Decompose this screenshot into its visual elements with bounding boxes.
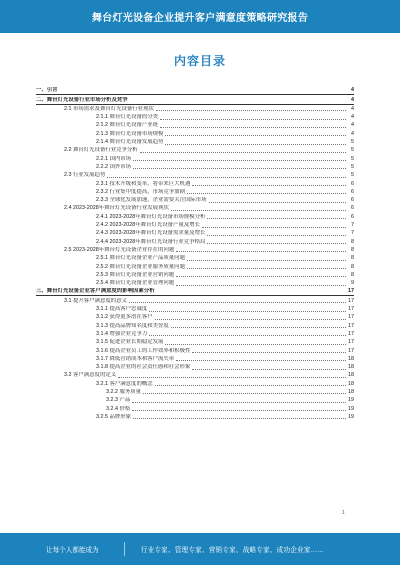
footer-banner — [0, 533, 400, 565]
toc-entry-page: 19 — [348, 405, 354, 412]
toc-entry[interactable] — [36, 404, 354, 412]
toc-entry-label: 2.4.2 2023-2028年舞台灯光设备产量及增长 — [96, 222, 200, 229]
toc-entry[interactable] — [36, 313, 354, 321]
toc-entry-label: 2.4 2023-2028年舞台灯光设备行业发展现状 — [64, 205, 169, 212]
toc-entry-label: 2.1.1 舞台灯光设备的分类 — [96, 114, 159, 121]
toc-entry-page: 18 — [348, 364, 354, 371]
toc-entry-page: 19 — [348, 397, 354, 404]
toc-entry-label: 3.1.4 增强企业竞争力 — [96, 330, 148, 337]
toc-entry[interactable] — [36, 212, 354, 220]
toc-entry[interactable] — [36, 229, 354, 237]
toc-entry-page: 17 — [348, 330, 354, 337]
toc-entry-page: 19 — [348, 413, 354, 420]
toc-entry-label: 2.2.2 国外市场 — [96, 163, 132, 170]
toc-entry[interactable] — [36, 188, 354, 196]
toc-entry[interactable] — [36, 163, 354, 171]
toc-entry[interactable] — [36, 338, 354, 346]
toc-leader-dots — [149, 335, 346, 336]
toc-entry[interactable] — [36, 296, 354, 304]
toc-entry-label: 3.1.2 获得更多潜在客户 — [96, 314, 153, 321]
toc-entry-label: 2.1 市场需求及舞台灯光设备行业现状 — [64, 105, 154, 112]
toc-entry-page: 18 — [348, 372, 354, 379]
toc-entry[interactable] — [36, 138, 354, 146]
toc-entry-page: 4 — [351, 130, 354, 137]
toc-entry[interactable] — [36, 388, 354, 396]
toc-entry-page: 7 — [351, 222, 354, 229]
toc-entry-page: 5 — [351, 139, 354, 146]
toc-entry-page: 5 — [351, 163, 354, 170]
toc-entry-page: 4 — [351, 87, 354, 94]
toc-leader-dots — [192, 185, 346, 186]
toc-entry-label: 3.1.7 降低营销成本和客户流失率 — [96, 355, 175, 362]
toc-leader-dots — [156, 110, 346, 111]
toc-entry[interactable] — [36, 154, 354, 162]
toc-leader-dots — [107, 177, 346, 178]
report-header — [0, 0, 400, 33]
toc-leader-dots — [129, 302, 346, 303]
toc-leader-dots — [133, 160, 346, 161]
toc-entry-label: 三、舞台灯光设备企业客户满意度的影响因素分析 — [36, 288, 155, 295]
toc-entry-page: 17 — [348, 306, 354, 313]
toc-entry-page: 6 — [351, 213, 354, 220]
toc-entry-label: 3.1.5 促进企业长期稳定发展 — [96, 339, 164, 346]
toc-entry-page: 4 — [351, 122, 354, 129]
toc-entry-page: 17 — [348, 322, 354, 329]
report-title: 舞台灯光设备企业提升客户满意度策略研究报告 — [91, 13, 309, 24]
toc-entry[interactable] — [36, 221, 354, 229]
toc-entry-label: 2.4.4 2023-2028年舞台灯光设备行业竞争格局 — [96, 238, 206, 245]
toc-leader-dots — [192, 352, 346, 353]
toc-entry[interactable] — [36, 379, 354, 387]
toc-entry-label: 3.2.5 品牌形象 — [96, 413, 132, 420]
toc-entry-page: 17 — [348, 314, 354, 321]
toc-entry[interactable] — [36, 246, 354, 254]
toc-leader-dots — [209, 202, 346, 203]
toc-entry-page: 18 — [348, 380, 354, 387]
toc-entry-page: 4 — [351, 96, 354, 103]
toc-entry[interactable] — [36, 179, 354, 187]
toc-entry-label: 2.4.1 2023-2028年舞台灯光设备市场规模分析 — [96, 213, 206, 220]
toc-entry-label: 2.1.2 舞台灯光设备产业链 — [96, 122, 159, 129]
toc-leader-dots — [132, 402, 346, 403]
toc-entry-label: 2.3.3 全球化发展加速，企业需要关注国际市场 — [96, 197, 207, 204]
toc-entry[interactable] — [36, 279, 354, 287]
toc-leader-dots — [187, 268, 346, 269]
toc-leader-dots — [155, 385, 346, 386]
toc-leader-dots — [187, 193, 346, 194]
toc-entry[interactable] — [36, 129, 354, 137]
toc-entry-page: 17 — [348, 288, 354, 295]
toc-entry[interactable] — [36, 95, 354, 104]
toc-entry-page: 8 — [351, 246, 354, 253]
toc-leader-dots — [176, 360, 346, 361]
toc-leader-dots — [133, 418, 346, 419]
toc-entry[interactable] — [36, 121, 354, 129]
footer-roles: 行业专家、管理专家、营销专家、战略专家、成功企业家…… — [140, 547, 325, 554]
toc-leader-dots — [176, 285, 346, 286]
toc-entry[interactable] — [36, 113, 354, 121]
toc-leader-dots — [202, 227, 346, 228]
toc-entry[interactable] — [36, 271, 354, 279]
toc-entry-page: 4 — [351, 105, 354, 112]
toc-entry-label: 2.5 2023-2028年舞台灯光设备企业存在的问题 — [64, 246, 175, 253]
toc-leader-dots — [187, 260, 346, 261]
toc-leader-dots — [140, 152, 346, 153]
toc-entry-page: 8 — [351, 271, 354, 278]
toc-entry-label: 2.5.3 舞台灯光设备企业营销问题 — [96, 271, 175, 278]
toc-entry[interactable] — [36, 171, 354, 179]
toc-entry[interactable] — [36, 396, 354, 404]
toc-title: 内容目录 — [173, 54, 226, 68]
toc-leader-dots — [160, 127, 346, 128]
toc-entry-label: 2.2 舞台灯光设备行业竞争分析 — [64, 147, 138, 154]
toc-entry-label: 2.2.1 国内市场 — [96, 155, 132, 162]
toc-entry-label: 3.2.3 产品 — [106, 397, 131, 404]
toc-leader-dots — [149, 311, 346, 312]
toc-entry[interactable] — [36, 237, 354, 245]
toc-entry-page: 17 — [348, 297, 354, 304]
toc-entry-label: 3.1.8 提高企业的社会责任感和社会形象 — [96, 364, 191, 371]
toc-leader-dots — [207, 243, 346, 244]
toc-leader-dots — [132, 410, 346, 411]
toc-entry-label: 一、引言 — [36, 87, 58, 94]
toc-entry-label: 二、舞台灯光设备行业市场分析及竞争 — [36, 96, 128, 103]
toc-entry[interactable] — [36, 254, 354, 262]
toc-entry-label: 3.1 提升客户满意度的意义 — [64, 297, 127, 304]
toc-leader-dots — [171, 327, 346, 328]
toc-leader-dots — [160, 119, 346, 120]
toc-leader-dots — [207, 218, 346, 219]
toc-entry-page: 4 — [351, 114, 354, 121]
toc-entry[interactable] — [36, 413, 354, 421]
toc-entry[interactable] — [36, 321, 354, 329]
toc-entry[interactable] — [36, 363, 354, 371]
toc-entry[interactable] — [36, 204, 354, 212]
toc-entry-page: 7 — [351, 230, 354, 237]
toc-entry-label: 3.2.1 客户满意度的概念 — [96, 380, 153, 387]
toc-entry[interactable] — [36, 105, 354, 113]
toc-entry-label: 3.1.1 提高客户忠诚度 — [96, 306, 148, 313]
toc-entry-page: 8 — [351, 238, 354, 245]
page-number: 1 — [342, 510, 345, 516]
toc-entry-label: 3.2.4 价格 — [106, 405, 131, 412]
toc-leader-dots — [165, 135, 346, 136]
footer-slogan: 让每个人都能成为 — [46, 547, 99, 554]
toc-entry[interactable] — [36, 355, 354, 363]
toc-entry-label: 3.1.6 提高企业员工的工作效率和积极性 — [96, 347, 191, 354]
toc-entry[interactable] — [36, 86, 354, 95]
toc-leader-dots — [155, 319, 346, 320]
toc-entry-page: 17 — [348, 347, 354, 354]
toc-entry-label: 3.1.3 提高品牌知名度和美誉度 — [96, 322, 169, 329]
toc-leader-dots — [176, 276, 346, 277]
toc-entry-label: 2.3 行业发展趋势 — [64, 172, 106, 179]
toc-entry-label: 2.3.2 行业集中度提高，市场竞争加剧 — [96, 188, 185, 195]
toc-entry-label: 2.1.4 舞台灯光设备发展趋势 — [96, 139, 164, 146]
toc-leader-dots — [207, 235, 346, 236]
toc-leader-dots — [143, 393, 346, 394]
toc-entry-page: 6 — [351, 205, 354, 212]
toc-entry-page: 8 — [351, 263, 354, 270]
toc-entry-label: 2.1.3 舞台灯光设备市场规模 — [96, 130, 164, 137]
toc-entry-label: 2.5.4 舞台灯光设备企业管理问题 — [96, 280, 175, 287]
toc-entry-page: 9 — [351, 280, 354, 287]
toc-entry-label: 3.2 客户满意度的定义 — [64, 372, 117, 379]
toc-entry-page: 18 — [348, 388, 354, 395]
toc-entry[interactable] — [36, 146, 354, 154]
toc-entry[interactable] — [36, 262, 354, 270]
toc-entry-page: 5 — [351, 155, 354, 162]
toc-entry[interactable] — [36, 346, 354, 354]
toc-leader-dots — [165, 344, 346, 345]
toc-leader-dots — [118, 377, 346, 378]
toc-entry[interactable] — [36, 196, 354, 204]
table-of-contents — [36, 86, 354, 421]
toc-entry[interactable] — [36, 371, 354, 379]
toc-leader-dots — [171, 210, 346, 211]
toc-entry[interactable] — [36, 305, 354, 313]
toc-entry-page: 5 — [351, 172, 354, 179]
toc-leader-dots — [176, 251, 346, 252]
toc-entry[interactable] — [36, 287, 354, 296]
toc-entry-page: 6 — [351, 197, 354, 204]
toc-entry-label: 3.2.2 服务质量 — [106, 388, 142, 395]
toc-entry[interactable] — [36, 330, 354, 338]
toc-entry-page: 6 — [351, 188, 354, 195]
toc-entry-page: 18 — [348, 355, 354, 362]
toc-entry-page: 5 — [351, 147, 354, 154]
toc-leader-dots — [133, 168, 346, 169]
toc-entry-page: 6 — [351, 180, 354, 187]
toc-leader-dots — [192, 369, 346, 370]
toc-entry-label: 2.4.3 2023-2028年舞台灯光设备需求量及增长 — [96, 230, 206, 237]
toc-entry-label: 2.3.1 技术升级和变革，将带来巨大机遇 — [96, 180, 191, 187]
toc-entry-label: 2.5.1 舞台灯光设备企业产品质量问题 — [96, 255, 185, 262]
toc-leader-dots — [165, 144, 346, 145]
footer-divider — [124, 542, 125, 556]
toc-entry-page: 17 — [348, 339, 354, 346]
toc-entry-page: 8 — [351, 255, 354, 262]
toc-entry-label: 2.5.2 舞台灯光设备企业服务质量问题 — [96, 263, 185, 270]
